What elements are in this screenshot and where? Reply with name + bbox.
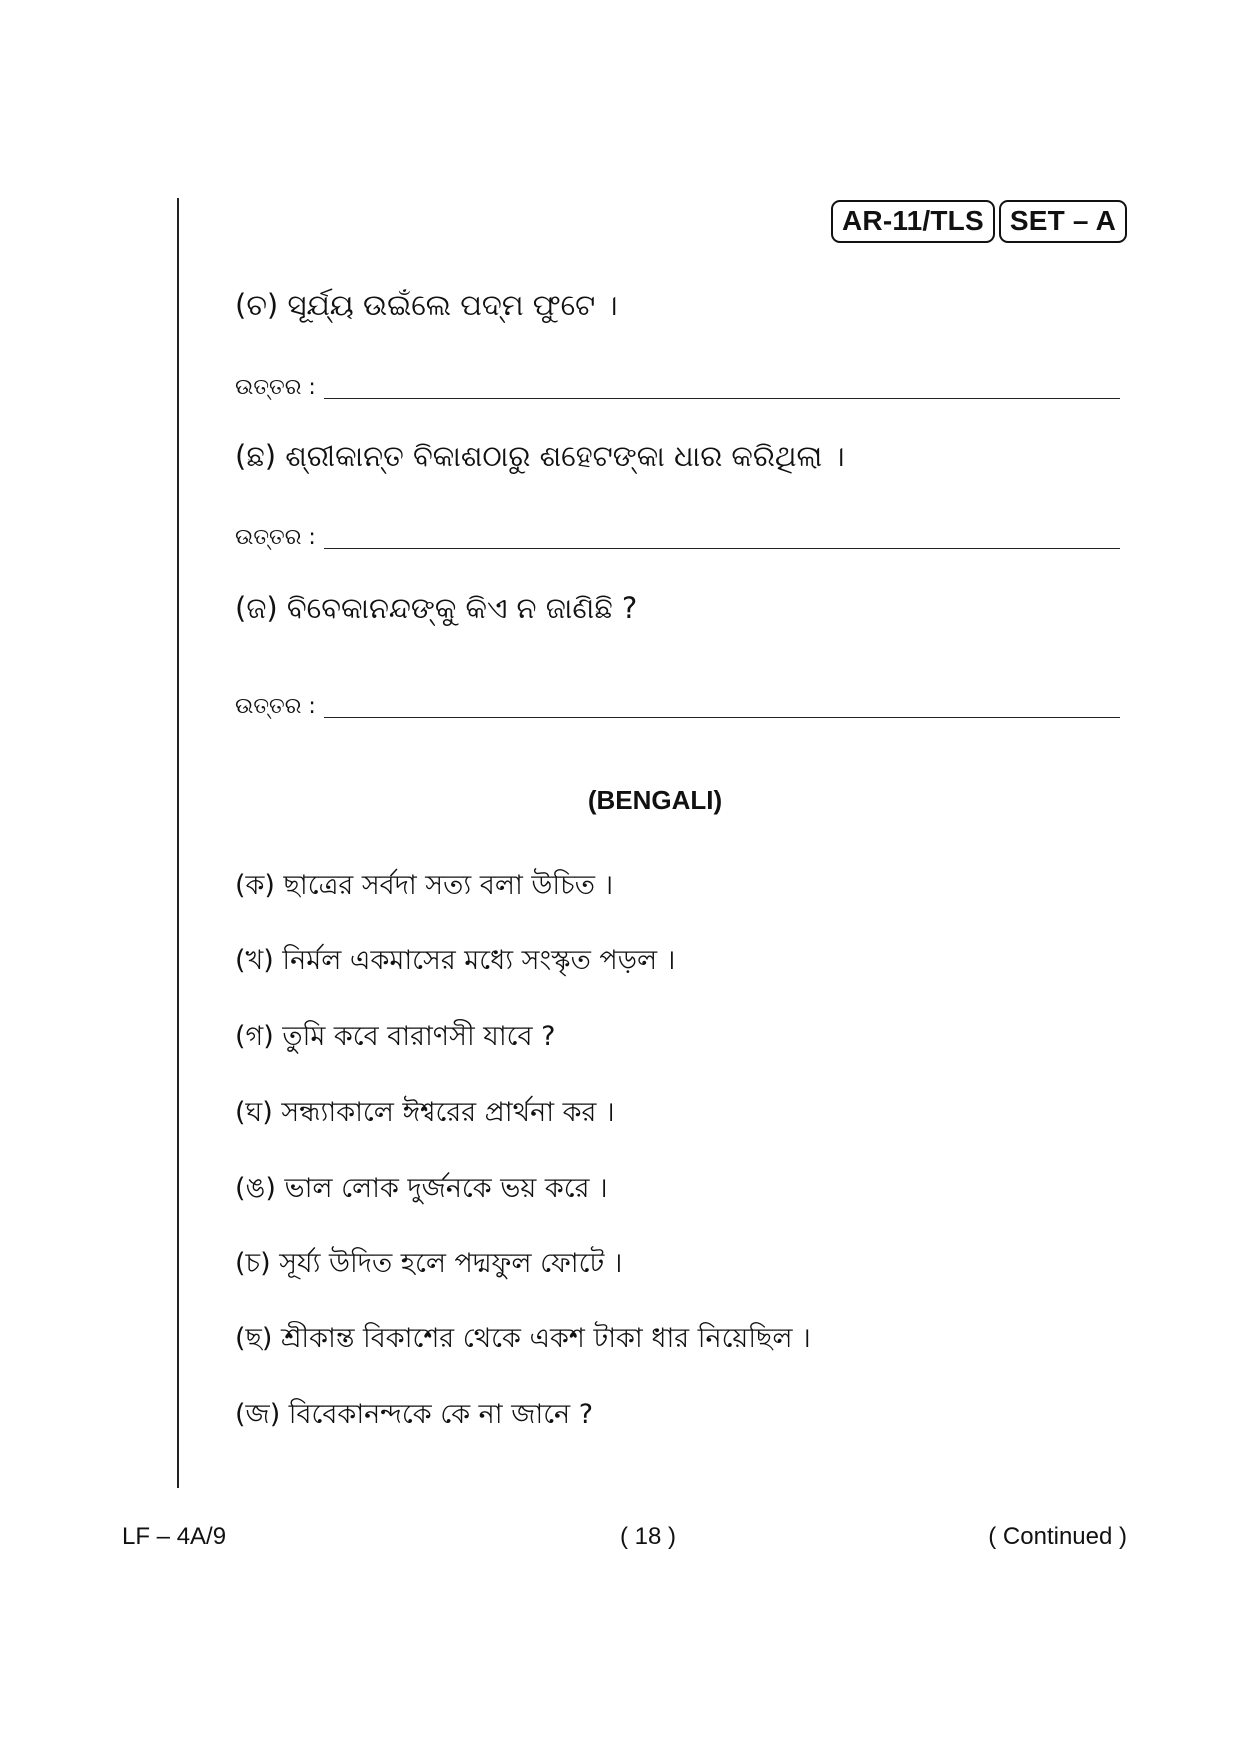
left-margin-rule: [177, 198, 179, 1488]
set-code-badge: SET – A: [999, 200, 1127, 243]
answer-label: ଉତ୍ତର :: [235, 525, 316, 550]
bengali-sentence-kha: (খ) নির্মল একমাসের মধ্যে সংস্কৃত পড়ল ।: [235, 945, 676, 976]
bengali-sentence-gha: (ঘ) সন্ধ্যাকালে ঈশ্বরের প্রার্থনা কর ।: [235, 1097, 615, 1128]
footer-page-number: ( 18 ): [620, 1523, 677, 1550]
answer-row-cha: [235, 365, 1120, 405]
bengali-sentence-ja: (জ) বিবেকানন্দকে কে না জানে ?: [235, 1399, 594, 1430]
odia-question-ja: (ଜ) ବିବେକାନନ୍ଦଙ୍କୁ କିଏ ନ ଜାଣିଛି ?: [235, 591, 638, 625]
bengali-sentence-nga: (ঙ) ভাল লোক দুর্জনকে ভয় করে ।: [235, 1173, 608, 1204]
answer-line: [324, 547, 1120, 549]
answer-label: ଉତ୍ତର :: [235, 694, 316, 719]
answer-line: [324, 716, 1120, 718]
section-title-bengali: (BENGALI): [587, 785, 723, 815]
paper-code-badge: AR-11/TLS: [831, 200, 995, 243]
odia-question-chha: (ଛ) ଶ୍ରୀକାନ୍ତ ବିକାଶଠାରୁ ଶହେଟଙ୍କା ଧାର କରିଥିଲା ।: [235, 439, 845, 473]
bengali-sentence-ga: (গ) তুমি কবে বারাণসী যাবে ?: [235, 1021, 556, 1052]
answer-row-ja: [235, 684, 1120, 724]
footer-continued: ( Continued ): [988, 1523, 1127, 1550]
footer-form-code: LF – 4A/9: [122, 1523, 227, 1550]
header-codes: [831, 200, 1127, 243]
bengali-sentence-chha: (ছ) শ্রীকান্ত বিকাশের থেকে একশ টাকা ধার নিয়েছিল ।: [235, 1323, 811, 1354]
bengali-sentence-cha: (চ) সূর্য্য উদিত হলে পদ্মফুল ফোটে ।: [235, 1248, 623, 1279]
bengali-sentence-ka: (ক) ছাত্রের সর্বদা সত্য বলা উচিত ।: [235, 870, 614, 901]
answer-line: [324, 397, 1120, 399]
odia-question-cha: (ଚ) ସୂର୍ଯ୍ୟ ଉଇଁଲେ ପଦ୍ମ ଫୁଟେ ।: [235, 288, 618, 322]
answer-row-chha: [235, 515, 1120, 555]
answer-label: ଉତ୍ତର :: [235, 375, 316, 400]
